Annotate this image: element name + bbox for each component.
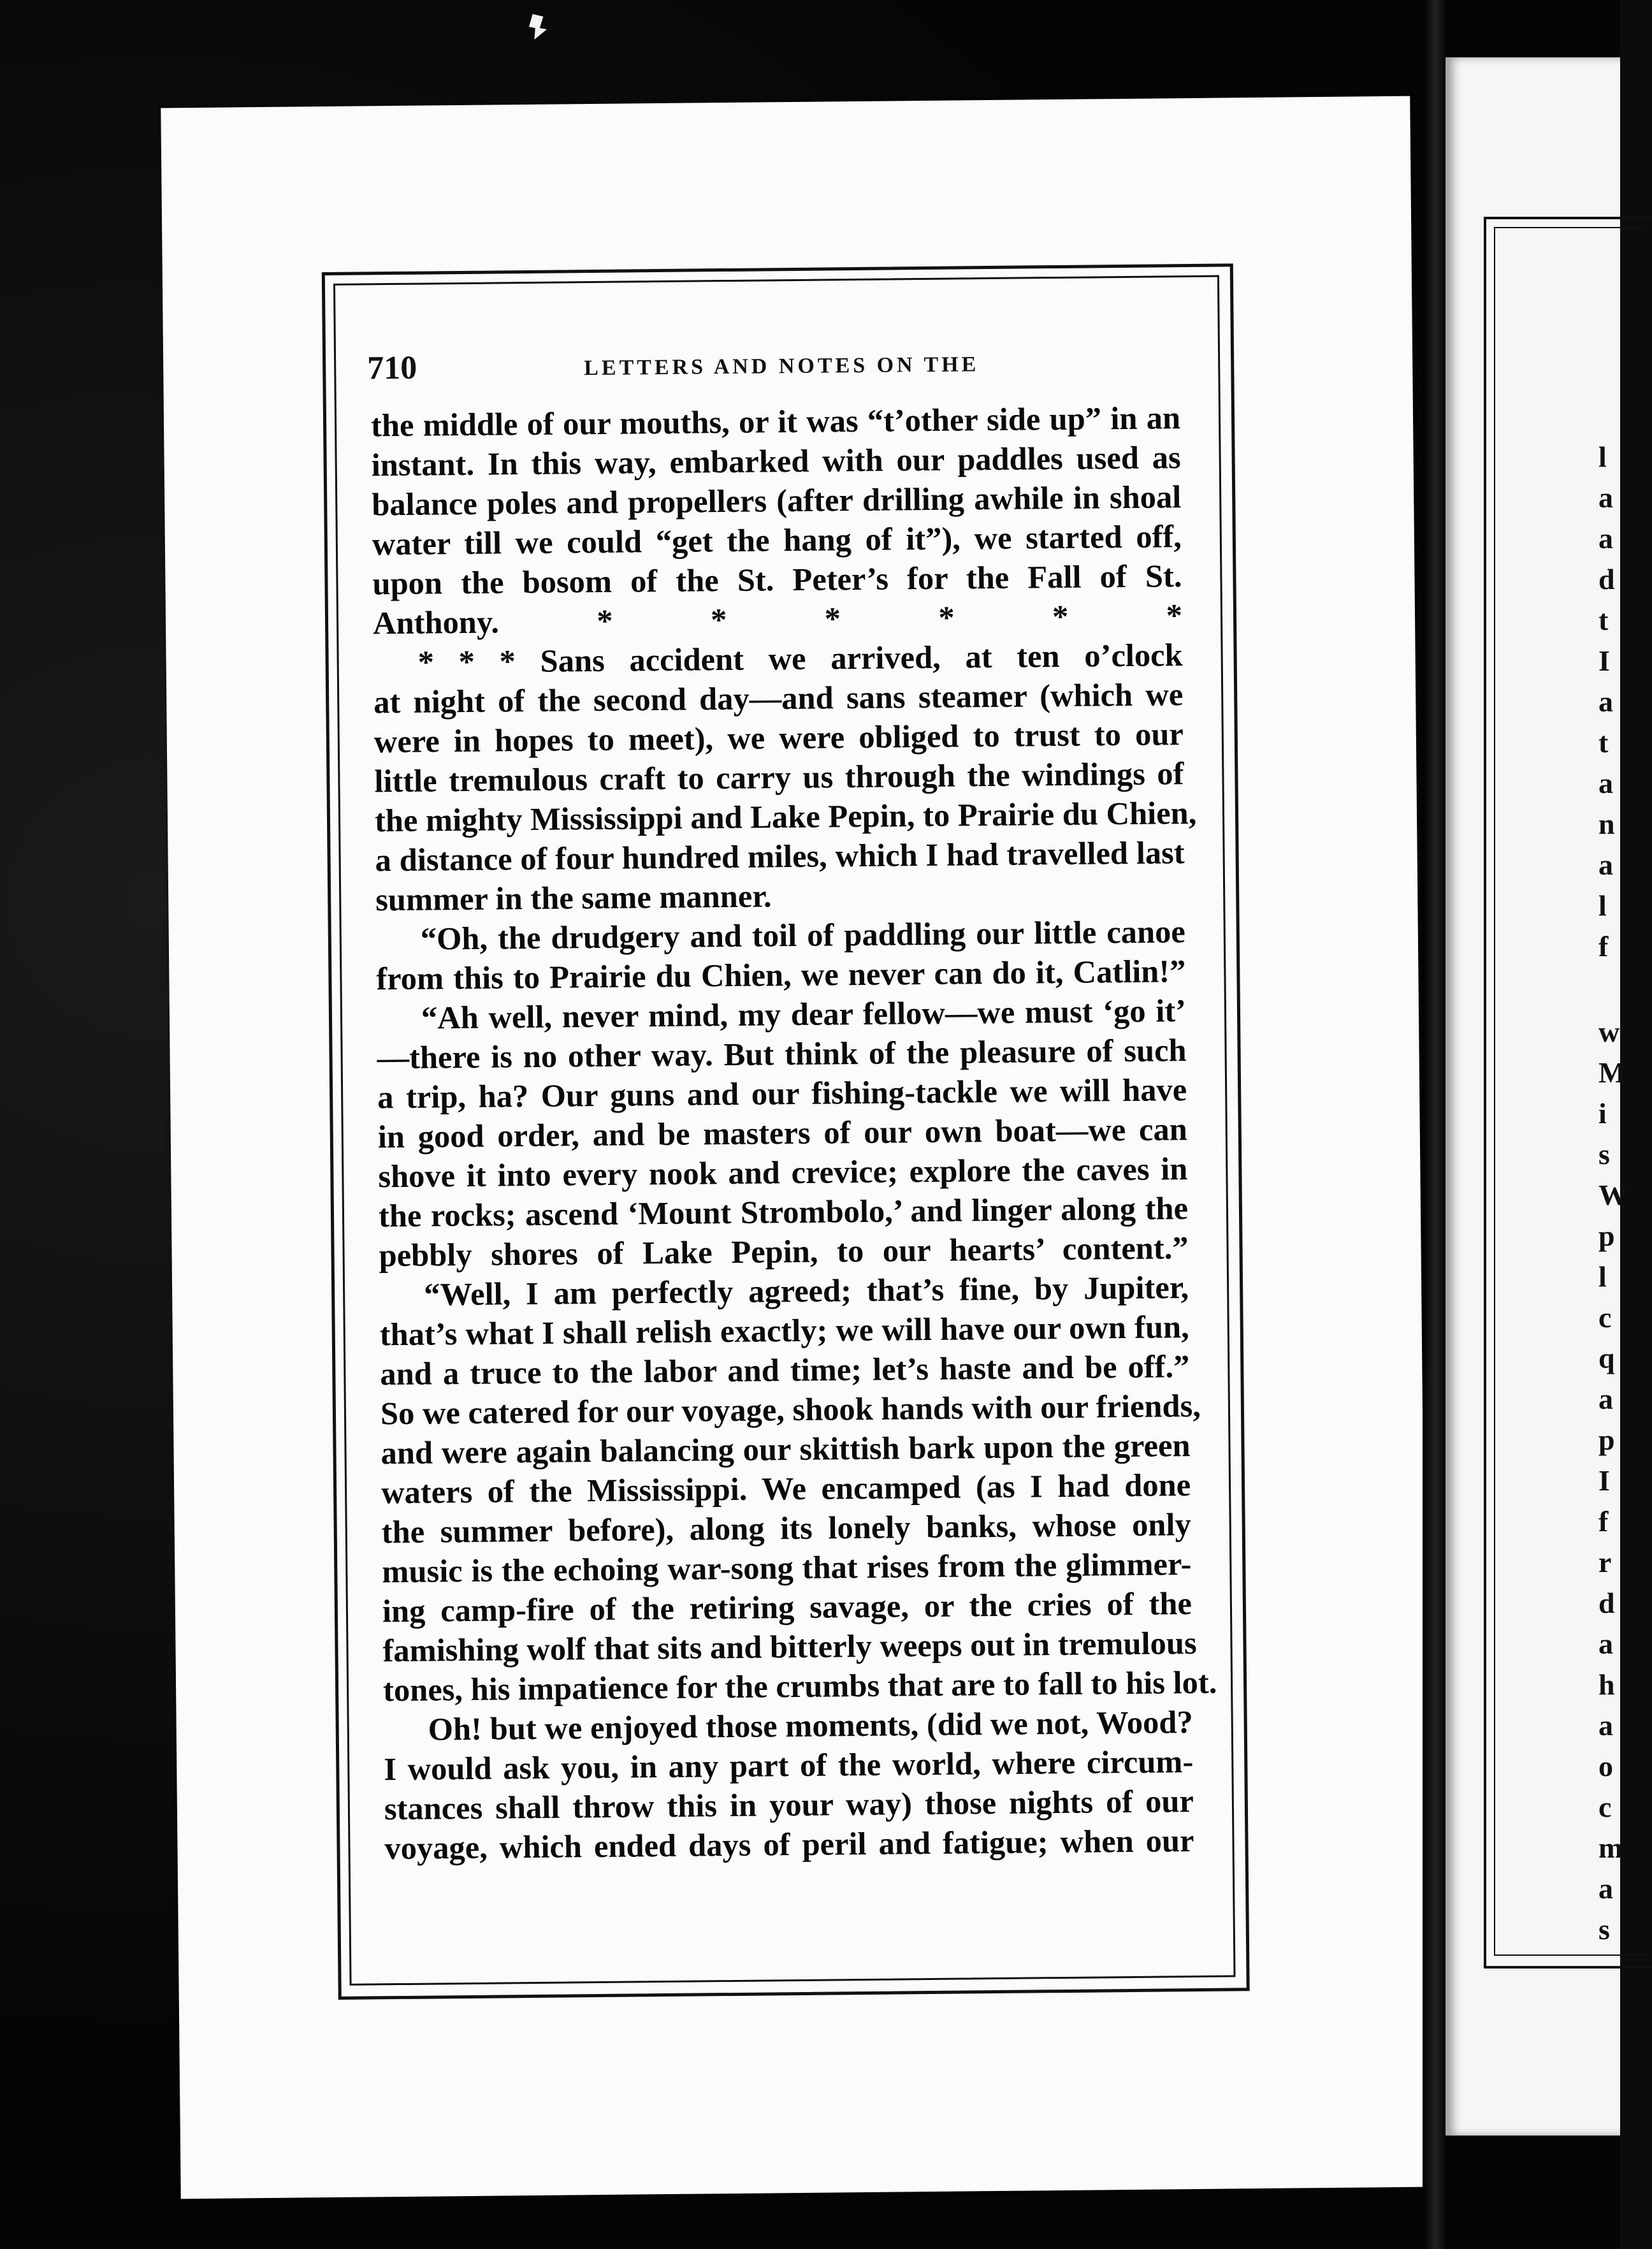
text-line: at night of the second day—and sans steamer (which we — [373, 676, 1184, 720]
facing-page-fragment: s — [1598, 1913, 1610, 1946]
text-line: and were again balancing our skittish bark upon the green — [380, 1427, 1191, 1471]
facing-page-fragment: a — [1598, 481, 1613, 514]
facing-page-fragment: a — [1598, 522, 1613, 555]
text-line: music is the echoing war-song that rises from the glimmer- — [382, 1546, 1192, 1590]
facing-page-fragment: t — [1598, 604, 1609, 636]
text-line: tones, his impatience for the crumbs that are to fall to his lot. — [382, 1664, 1217, 1708]
page-number: 710 — [366, 349, 417, 387]
facing-page-fragment: w — [1598, 1015, 1620, 1048]
facing-page-fragment: d — [1598, 563, 1615, 595]
text-line: a trip, ha? Our guns and our fishing-tackle we will have — [377, 1072, 1187, 1116]
facing-page-fragment: i — [1598, 1097, 1607, 1130]
text-line: I would ask you, in any part of the world, where circum- — [384, 1743, 1194, 1787]
body-text — [370, 398, 1217, 1868]
text-line: shove it into every nook and crevice; explore the caves in — [378, 1151, 1188, 1195]
facing-page-fragment: c — [1598, 1301, 1612, 1334]
book-gutter — [1423, 0, 1448, 2249]
text-line: a distance of four hundred miles, which I had travelled last — [375, 834, 1185, 878]
facing-page — [1446, 57, 1628, 2136]
text-line: from this to Prairie du Chien, we never can do it, Catlin!” — [376, 953, 1186, 997]
facing-page-fragment: M — [1598, 1056, 1627, 1089]
text-line: * * * Sans accident we arrived, at ten o’clock — [417, 637, 1183, 680]
text-line: that’s what I shall relish exactly; we will have our own fun, — [379, 1309, 1189, 1353]
facing-page-fragment: q — [1598, 1342, 1615, 1374]
running-title: LETTERS AND NOTES ON THE — [584, 353, 980, 381]
facing-page-fragment: h — [1598, 1668, 1615, 1701]
facing-page-fragment: f — [1598, 1505, 1609, 1538]
facing-page-fragment: r — [1598, 1546, 1612, 1578]
facing-page-fragment: t — [1598, 726, 1609, 759]
text-line: “Well, I am perfectly agreed; that’s fine, by Jupiter, — [423, 1269, 1189, 1313]
facing-page-fragment: a — [1598, 767, 1613, 799]
facing-page-fragment: a — [1598, 1627, 1613, 1660]
text-line: summer in the same manner. — [375, 878, 772, 918]
text-line: water till we could “get the hang of it”), we started off, — [372, 518, 1182, 562]
text-line: and a truce to the labor and time; let’s haste and be off.” — [380, 1348, 1190, 1392]
facing-page-border-inner — [1494, 227, 1648, 1956]
facing-page-fragment: W — [1598, 1179, 1628, 1211]
text-line: So we catered for our voyage, shook hands with our friends, — [380, 1387, 1201, 1432]
facing-page-fragment: I — [1598, 1464, 1610, 1497]
facing-page-fragment: a — [1598, 685, 1613, 718]
text-line: instant. In this way, embarked with our paddles used as — [371, 439, 1181, 483]
text-line: the summer before), along its lonely banks, whose only — [381, 1506, 1191, 1550]
facing-page-fragment: s — [1598, 1138, 1610, 1170]
text-line: —there is no other way. But think of the pleasure of such — [377, 1032, 1187, 1076]
text-line: “Oh, the drudgery and toil of paddling our little canoe — [420, 913, 1186, 957]
text-line: were in hopes to meet), we were obliged to trust to our — [373, 716, 1184, 760]
facing-page-fragment: l — [1598, 440, 1607, 473]
text-line: balance poles and propellers (after drilling awhile in shoal — [372, 479, 1182, 523]
text-line: Oh! but we enjoyed those moments, (did we not, Wood? — [428, 1704, 1193, 1747]
text-line: voyage, which ended days of peril and fatigue; when our — [384, 1823, 1194, 1867]
facing-page-fragment: p — [1598, 1219, 1615, 1252]
text-line: stances shall throw this in your way) those nights of our — [384, 1783, 1194, 1827]
running-head — [367, 342, 1196, 400]
facing-page-fragment: m — [1598, 1831, 1623, 1864]
text-line: little tremulous craft to carry us through the windings of — [374, 755, 1184, 799]
facing-page-fragment: l — [1598, 1260, 1607, 1293]
facing-page-fragment: o — [1598, 1750, 1613, 1782]
text-line: the mighty Mississippi and Lake Pepin, to Prairie du Chien, — [374, 794, 1197, 839]
facing-page-fragment: c — [1598, 1791, 1612, 1823]
text-line: ing camp-fire of the retiring savage, or the cries of the — [382, 1585, 1192, 1629]
facing-page-fragment: l — [1598, 889, 1607, 922]
book-page — [161, 96, 1430, 2199]
text-line: famishing wolf that sits and bitterly weeps out in tremulous — [382, 1624, 1197, 1669]
text-line: waters of the Mississippi. We encamped (as I had done — [380, 1467, 1191, 1511]
facing-page-fragment: n — [1598, 808, 1615, 840]
text-line: in good order, and be masters of our own boat—we can — [377, 1111, 1188, 1155]
facing-page-fragment: a — [1598, 1709, 1613, 1742]
facing-page-fragment: a — [1598, 848, 1613, 881]
facing-page-fragment: p — [1598, 1423, 1615, 1456]
facing-page-fragment: a — [1598, 1383, 1613, 1415]
text-line: pebbly shores of Lake Pepin, to our hearts’ content.” — [379, 1230, 1189, 1274]
text-line: the middle of our mouths, or it was “t’other side up” in an — [370, 400, 1181, 444]
text-line: the rocks; ascend ‘Mount Strombolo,’ and linger along the — [378, 1190, 1189, 1234]
text-line: Anthony. * * * * * * — [372, 597, 1183, 641]
text-line: upon the bosom of the St. Peter’s for the Fall of St. — [372, 558, 1182, 602]
text-line: “Ah well, never mind, my dear fellow—we must ‘go it’ — [421, 993, 1187, 1036]
facing-page-fragment: a — [1598, 1872, 1613, 1905]
facing-page-fragment: f — [1598, 930, 1609, 963]
facing-page-fragment: I — [1598, 644, 1610, 677]
facing-page-fragment: d — [1598, 1587, 1615, 1619]
